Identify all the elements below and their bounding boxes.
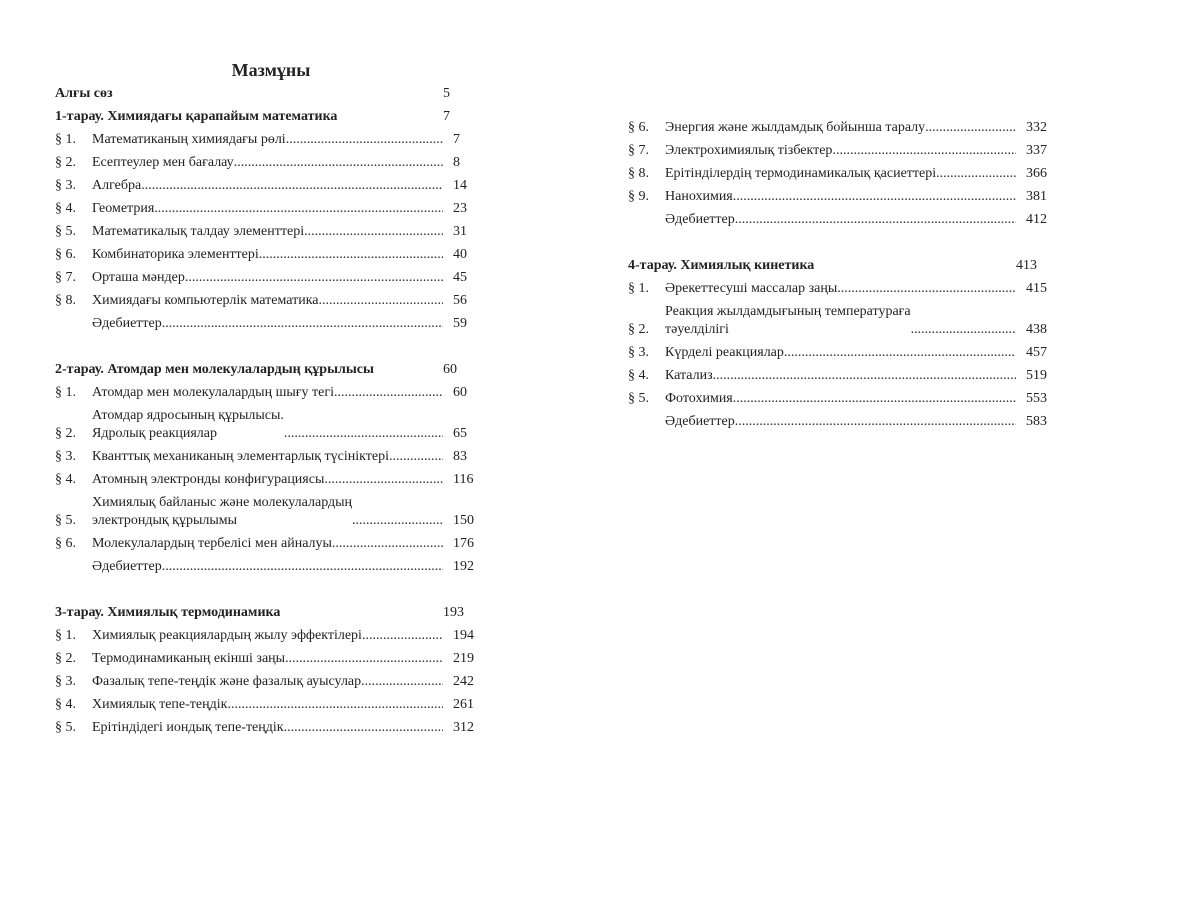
section-number: § 7. <box>55 269 76 285</box>
dot-leader <box>162 315 443 333</box>
section-number: § 9. <box>628 188 649 204</box>
section-number: § 5. <box>628 390 649 406</box>
section-number: § 6. <box>55 535 76 551</box>
references-title: Әдебиеттер <box>665 413 735 429</box>
toc-entry[interactable] <box>55 445 487 468</box>
dot-leader <box>713 367 1016 385</box>
section-title: Атомдар мен молекулалардың шығу тегі <box>92 384 334 400</box>
toc-page-number: 381 <box>1026 188 1047 204</box>
section-number: § 8. <box>55 292 76 308</box>
dot-leader <box>733 390 1016 408</box>
toc-entry[interactable] <box>55 289 487 312</box>
toc-entry[interactable] <box>55 220 487 243</box>
toc-page-number: 219 <box>453 650 474 666</box>
section-number: § 4. <box>628 367 649 383</box>
toc-page-number: 194 <box>453 627 474 643</box>
section-title: Химиялық реакциялардың жылу эффектілері <box>92 627 362 643</box>
section-title: Молекулалардың тербелісі мен айналуы <box>92 535 332 551</box>
section-title <box>92 494 352 530</box>
references-title: Әдебиеттер <box>92 558 162 574</box>
section-title: Нанохимия <box>665 188 733 204</box>
section-title-line-1: Химиялық байланыс және молекулалардың <box>92 494 353 510</box>
section-title: Ерітіндідегі иондық тепе-теңдік <box>92 719 284 735</box>
toc-entry[interactable] <box>628 116 1060 139</box>
references-title: Әдебиеттер <box>92 315 162 331</box>
section-title: Фотохимия <box>665 390 733 406</box>
toc-part-4-heading[interactable] <box>628 254 1060 277</box>
dot-leader <box>304 223 443 241</box>
dot-leader <box>259 246 443 264</box>
toc-entry[interactable] <box>55 647 487 670</box>
section-number: § 5. <box>55 719 76 735</box>
section-number: § 1. <box>55 627 76 643</box>
toc-part-3-heading[interactable] <box>55 601 487 624</box>
toc-entry[interactable] <box>55 151 487 174</box>
toc-page-number: 7 <box>443 108 450 124</box>
toc-page-number: 412 <box>1026 211 1047 227</box>
section-title: Атомның электронды конфигурациясы <box>92 471 325 487</box>
toc-part-2-heading[interactable] <box>55 358 487 381</box>
toc-entry[interactable] <box>55 128 487 151</box>
section-title: Фазалық тепе-теңдік және фазалық ауысулар <box>92 673 362 689</box>
dot-leader <box>285 650 443 668</box>
toc-part-title: Алғы сөз <box>55 85 113 101</box>
toc-page-number: 583 <box>1026 413 1047 429</box>
section-number: § 2. <box>628 321 649 337</box>
dot-leader <box>911 321 1016 339</box>
toc-part-title: 2-тарау. Атомдар мен молекулалардың құрылысы <box>55 361 374 377</box>
section-title: Геометрия <box>92 200 155 216</box>
toc-page-number: 242 <box>453 673 474 689</box>
dot-leader <box>352 512 443 530</box>
section-number: § 7. <box>628 142 649 158</box>
toc-part-title: 1-тарау. Химиядағы қарапайым математика <box>55 108 338 124</box>
section-title: Энергия және жылдамдық бойынша таралу <box>665 119 926 135</box>
dot-leader <box>324 471 443 489</box>
section-number: § 4. <box>55 696 76 712</box>
toc-page-number: 45 <box>453 269 467 285</box>
section-title-line-2: электрондық құрылымы <box>92 512 238 528</box>
dot-leader <box>837 280 1016 298</box>
dot-leader <box>334 384 443 402</box>
toc-entry[interactable] <box>628 277 1060 300</box>
section-number: § 6. <box>55 246 76 262</box>
toc-page-number: 83 <box>453 448 467 464</box>
toc-entry[interactable] <box>55 197 487 220</box>
section-number: § 2. <box>55 425 76 441</box>
toc-page-number: 56 <box>453 292 467 308</box>
section-number: § 3. <box>55 177 76 193</box>
section-title: Күрделі реакциялар <box>665 344 784 360</box>
section-number: § 3. <box>628 344 649 360</box>
toc-entry[interactable] <box>55 243 487 266</box>
toc-entry[interactable] <box>55 532 487 555</box>
dot-leader <box>284 425 443 443</box>
section-title: Кванттық механиканың элементарлық түсініктері <box>92 448 389 464</box>
toc-page-number: 8 <box>453 154 460 170</box>
dot-leader <box>362 627 443 645</box>
dot-leader <box>234 154 443 172</box>
toc-page-number: 366 <box>1026 165 1047 181</box>
section-title: Химиядағы компьютерлік математика <box>92 292 319 308</box>
dot-leader <box>162 558 443 576</box>
section-title: Математиканың химиядағы рөлі <box>92 131 286 147</box>
dot-leader <box>141 177 443 195</box>
section-title: Есептеулер мен бағалау <box>92 154 234 170</box>
toc-page-number: 519 <box>1026 367 1047 383</box>
dot-leader <box>389 448 443 466</box>
toc-foreword[interactable] <box>55 82 487 105</box>
section-title: Ерітінділердің термодинамикалық қасиеттері <box>665 165 937 181</box>
section-number: § 1. <box>55 384 76 400</box>
section-title: Алгебра <box>92 177 142 193</box>
section-title <box>92 407 284 443</box>
toc-page-number: 60 <box>443 361 457 377</box>
section-number: § 8. <box>628 165 649 181</box>
section-title: Катализ <box>665 367 713 383</box>
toc-page-number: 312 <box>453 719 474 735</box>
toc-left-column <box>55 82 487 739</box>
toc-entry[interactable] <box>55 174 487 197</box>
dot-leader <box>286 131 443 149</box>
dot-leader <box>735 413 1016 431</box>
toc-part-title: 4-тарау. Химиялық кинетика <box>628 257 815 273</box>
toc-entry[interactable] <box>55 266 487 289</box>
dot-leader <box>154 200 443 218</box>
section-number: § 2. <box>55 650 76 666</box>
toc-entry[interactable] <box>55 381 487 404</box>
toc-part-1-heading[interactable] <box>55 105 487 128</box>
toc-entry[interactable] <box>628 162 1060 185</box>
toc-part-title: 3-тарау. Химиялық термодинамика <box>55 604 281 620</box>
dot-leader <box>361 673 443 691</box>
toc-page-number: 40 <box>453 246 467 262</box>
section-number: § 3. <box>55 673 76 689</box>
references-title: Әдебиеттер <box>665 211 735 227</box>
toc-page-number: 337 <box>1026 142 1047 158</box>
toc-page-number: 176 <box>453 535 474 551</box>
section-title: Әрекеттесуші массалар заңы <box>665 280 838 296</box>
toc-references-entry[interactable] <box>628 410 1060 433</box>
section-title: Химиялық тепе-теңдік <box>92 696 228 712</box>
dot-leader <box>925 119 1016 137</box>
toc-entry[interactable] <box>628 364 1060 387</box>
toc-entry[interactable] <box>628 139 1060 162</box>
dot-leader <box>185 269 443 287</box>
dot-leader <box>936 165 1016 183</box>
toc-page-number: 14 <box>453 177 467 193</box>
toc-entry[interactable] <box>55 468 487 491</box>
section-title: Термодинамиканың екінші заңы <box>92 650 286 666</box>
section-title-line-1: Атомдар ядросының құрылысы. <box>92 407 284 423</box>
toc-page-number: 415 <box>1026 280 1047 296</box>
dot-leader <box>733 188 1016 206</box>
section-number: § 4. <box>55 200 76 216</box>
toc-page-number: 457 <box>1026 344 1047 360</box>
dot-leader <box>784 344 1016 362</box>
toc-entry[interactable] <box>55 670 487 693</box>
section-title <box>665 303 911 339</box>
section-title-line-1: Реакция жылдамдығының температураға <box>665 303 911 319</box>
toc-page-number: 332 <box>1026 119 1047 135</box>
section-number: § 5. <box>55 223 76 239</box>
toc-entry[interactable] <box>628 185 1060 208</box>
dot-leader <box>332 535 443 553</box>
section-number: § 3. <box>55 448 76 464</box>
toc-references-entry[interactable] <box>55 312 487 335</box>
toc-entry[interactable] <box>55 491 487 532</box>
toc-page-number: 116 <box>453 471 474 487</box>
section-title: Орташа мәндер <box>92 269 185 285</box>
toc-page-number: 438 <box>1026 321 1047 337</box>
section-title: Комбинаторика элементтері <box>92 246 259 262</box>
toc-page-number: 60 <box>453 384 467 400</box>
toc-entry[interactable] <box>628 300 1060 341</box>
section-number: § 6. <box>628 119 649 135</box>
dot-leader <box>319 292 443 310</box>
toc-page-number: 5 <box>443 85 450 101</box>
dot-leader <box>832 142 1016 160</box>
toc-page-number: 7 <box>453 131 460 147</box>
toc-right-column <box>628 116 1060 433</box>
toc-page-number: 413 <box>1016 257 1037 273</box>
toc-page-number: 261 <box>453 696 474 712</box>
toc-page-number: 192 <box>453 558 474 574</box>
section-title-line-2: тәуелділігі <box>665 321 729 337</box>
toc-entry[interactable] <box>628 387 1060 410</box>
toc-page-number: 65 <box>453 425 467 441</box>
toc-page-number: 31 <box>453 223 467 239</box>
toc-page-number: 23 <box>453 200 467 216</box>
toc-page-number: 193 <box>443 604 464 620</box>
dot-leader <box>227 696 443 714</box>
toc-entry[interactable] <box>55 404 487 445</box>
section-title: Математикалық талдау элементтері <box>92 223 305 239</box>
section-title-line-2: Ядролық реакциялар <box>92 425 217 441</box>
section-number: § 1. <box>628 280 649 296</box>
toc-entry[interactable] <box>55 716 487 739</box>
section-number: § 1. <box>55 131 76 147</box>
dot-leader <box>735 211 1016 229</box>
toc-entry[interactable] <box>55 693 487 716</box>
toc-page-number: 59 <box>453 315 467 331</box>
toc-references-entry[interactable] <box>628 208 1060 231</box>
section-number: § 2. <box>55 154 76 170</box>
section-title: Электрохимиялық тізбектер <box>665 142 833 158</box>
toc-entry[interactable] <box>628 341 1060 364</box>
page-title: Мазмұны <box>231 60 311 80</box>
dot-leader <box>284 719 443 737</box>
toc-page-number: 553 <box>1026 390 1047 406</box>
section-number: § 4. <box>55 471 76 487</box>
toc-page-number: 150 <box>453 512 474 528</box>
toc-references-entry[interactable] <box>55 555 487 578</box>
toc-entry[interactable] <box>55 624 487 647</box>
section-number: § 5. <box>55 512 76 528</box>
